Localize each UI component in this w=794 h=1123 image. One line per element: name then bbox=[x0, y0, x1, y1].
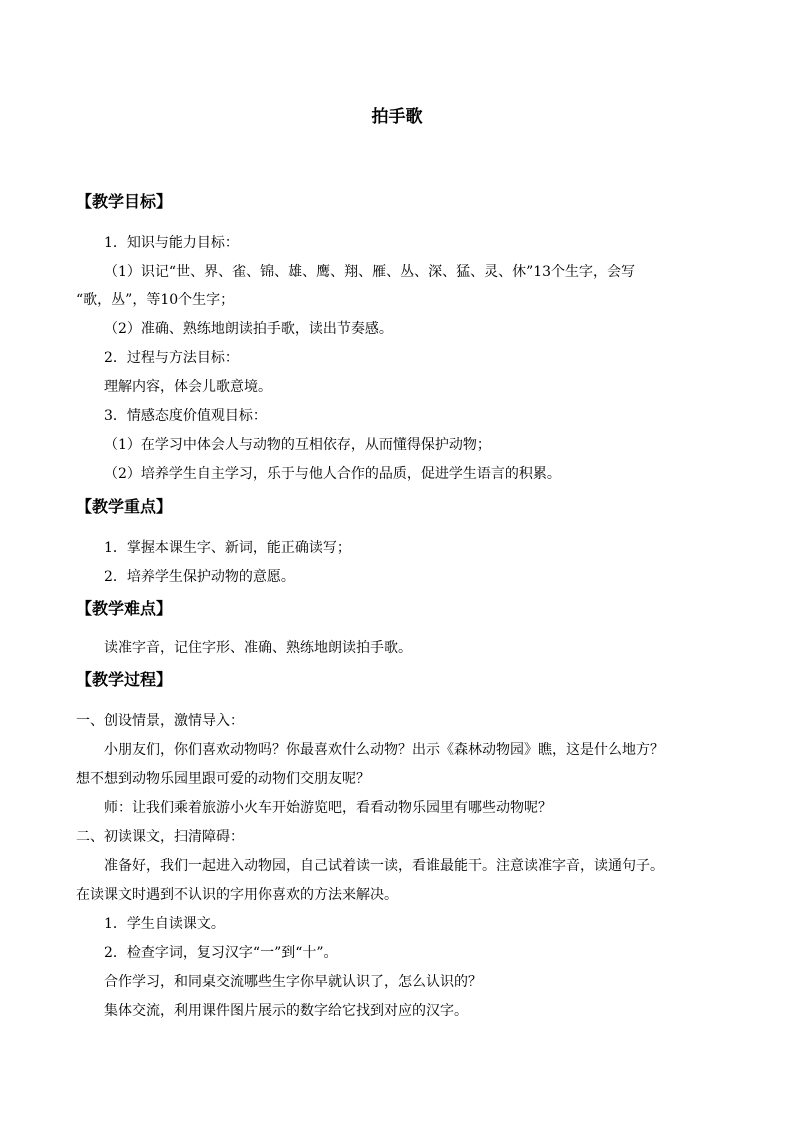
section-heading-objectives: 【教学目标】 bbox=[76, 192, 173, 211]
paragraph-line: 小朋友们，你们喜欢动物吗？你最喜欢什么动物？出示《森林动物园》瞧，这是什么地方？ bbox=[104, 742, 664, 758]
page-title: 拍手歌 bbox=[371, 107, 423, 127]
paragraph-line: 3．情感态度价值观目标： bbox=[104, 408, 267, 424]
paragraph-line: 1．掌握本课生字、新词，能正确读写； bbox=[104, 540, 351, 556]
paragraph-line: 2．过程与方法目标： bbox=[104, 350, 239, 366]
paragraph-line: （2）准确、熟练地朗读拍手歌，读出节奏感。 bbox=[104, 321, 393, 337]
paragraph-line: 师：让我们乘着旅游小火车开始游览吧，看看动物乐园里有哪些动物呢？ bbox=[104, 800, 552, 816]
paragraph-line: 理解内容，体会儿歌意境。 bbox=[104, 379, 272, 395]
paragraph-line: 想不想到动物乐园里跟可爱的动物们交朋友呢？ bbox=[76, 771, 370, 787]
section-heading-key-points: 【教学重点】 bbox=[76, 497, 173, 516]
section-heading-difficulties: 【教学难点】 bbox=[76, 599, 173, 618]
paragraph-line: （1）在学习中体会人与动物的互相依存，从而懂得保护动物； bbox=[104, 437, 491, 453]
paragraph-line: 合作学习，和同桌交流哪些生字你早就认识了，怎么认识的？ bbox=[104, 974, 482, 990]
paragraph-line: 一、创设情景，激情导入： bbox=[76, 713, 244, 729]
paragraph-line: （2）培养学生自主学习，乐于与他人合作的品质，促进学生语言的积累。 bbox=[104, 466, 561, 482]
paragraph-line: 二、初读课文，扫清障碍： bbox=[76, 829, 244, 845]
paragraph-line: 准备好，我们一起进入动物园，自己试着读一读，看谁最能干。注意读准字音，读通句子。 bbox=[104, 858, 664, 874]
paragraph-line: 集体交流，利用课件图片展示的数字给它找到对应的汉字。 bbox=[104, 1003, 468, 1019]
paragraph-line: “歌，丛”，等10个生字； bbox=[76, 292, 235, 308]
paragraph-line: （1）识记“世、界、雀、锦、雄、鹰、翔、雁、丛、深、猛、灵、休”13个生字，会写 bbox=[104, 264, 636, 280]
paragraph-line: 1．知识与能力目标： bbox=[104, 235, 239, 251]
section-heading-process: 【教学过程】 bbox=[76, 670, 173, 689]
paragraph-line: 1．学生自读课文。 bbox=[104, 916, 225, 932]
paragraph-line: 在读课文时遇到不认识的字用你喜欢的方法来解决。 bbox=[76, 887, 398, 903]
paragraph-line: 读准字音，记住字形、准确、熟练地朗读拍手歌。 bbox=[104, 640, 412, 656]
paragraph-line: 2．检查字词，复习汉字“一”到“十”。 bbox=[104, 945, 338, 961]
paragraph-line: 2．培养学生保护动物的意愿。 bbox=[104, 569, 295, 585]
